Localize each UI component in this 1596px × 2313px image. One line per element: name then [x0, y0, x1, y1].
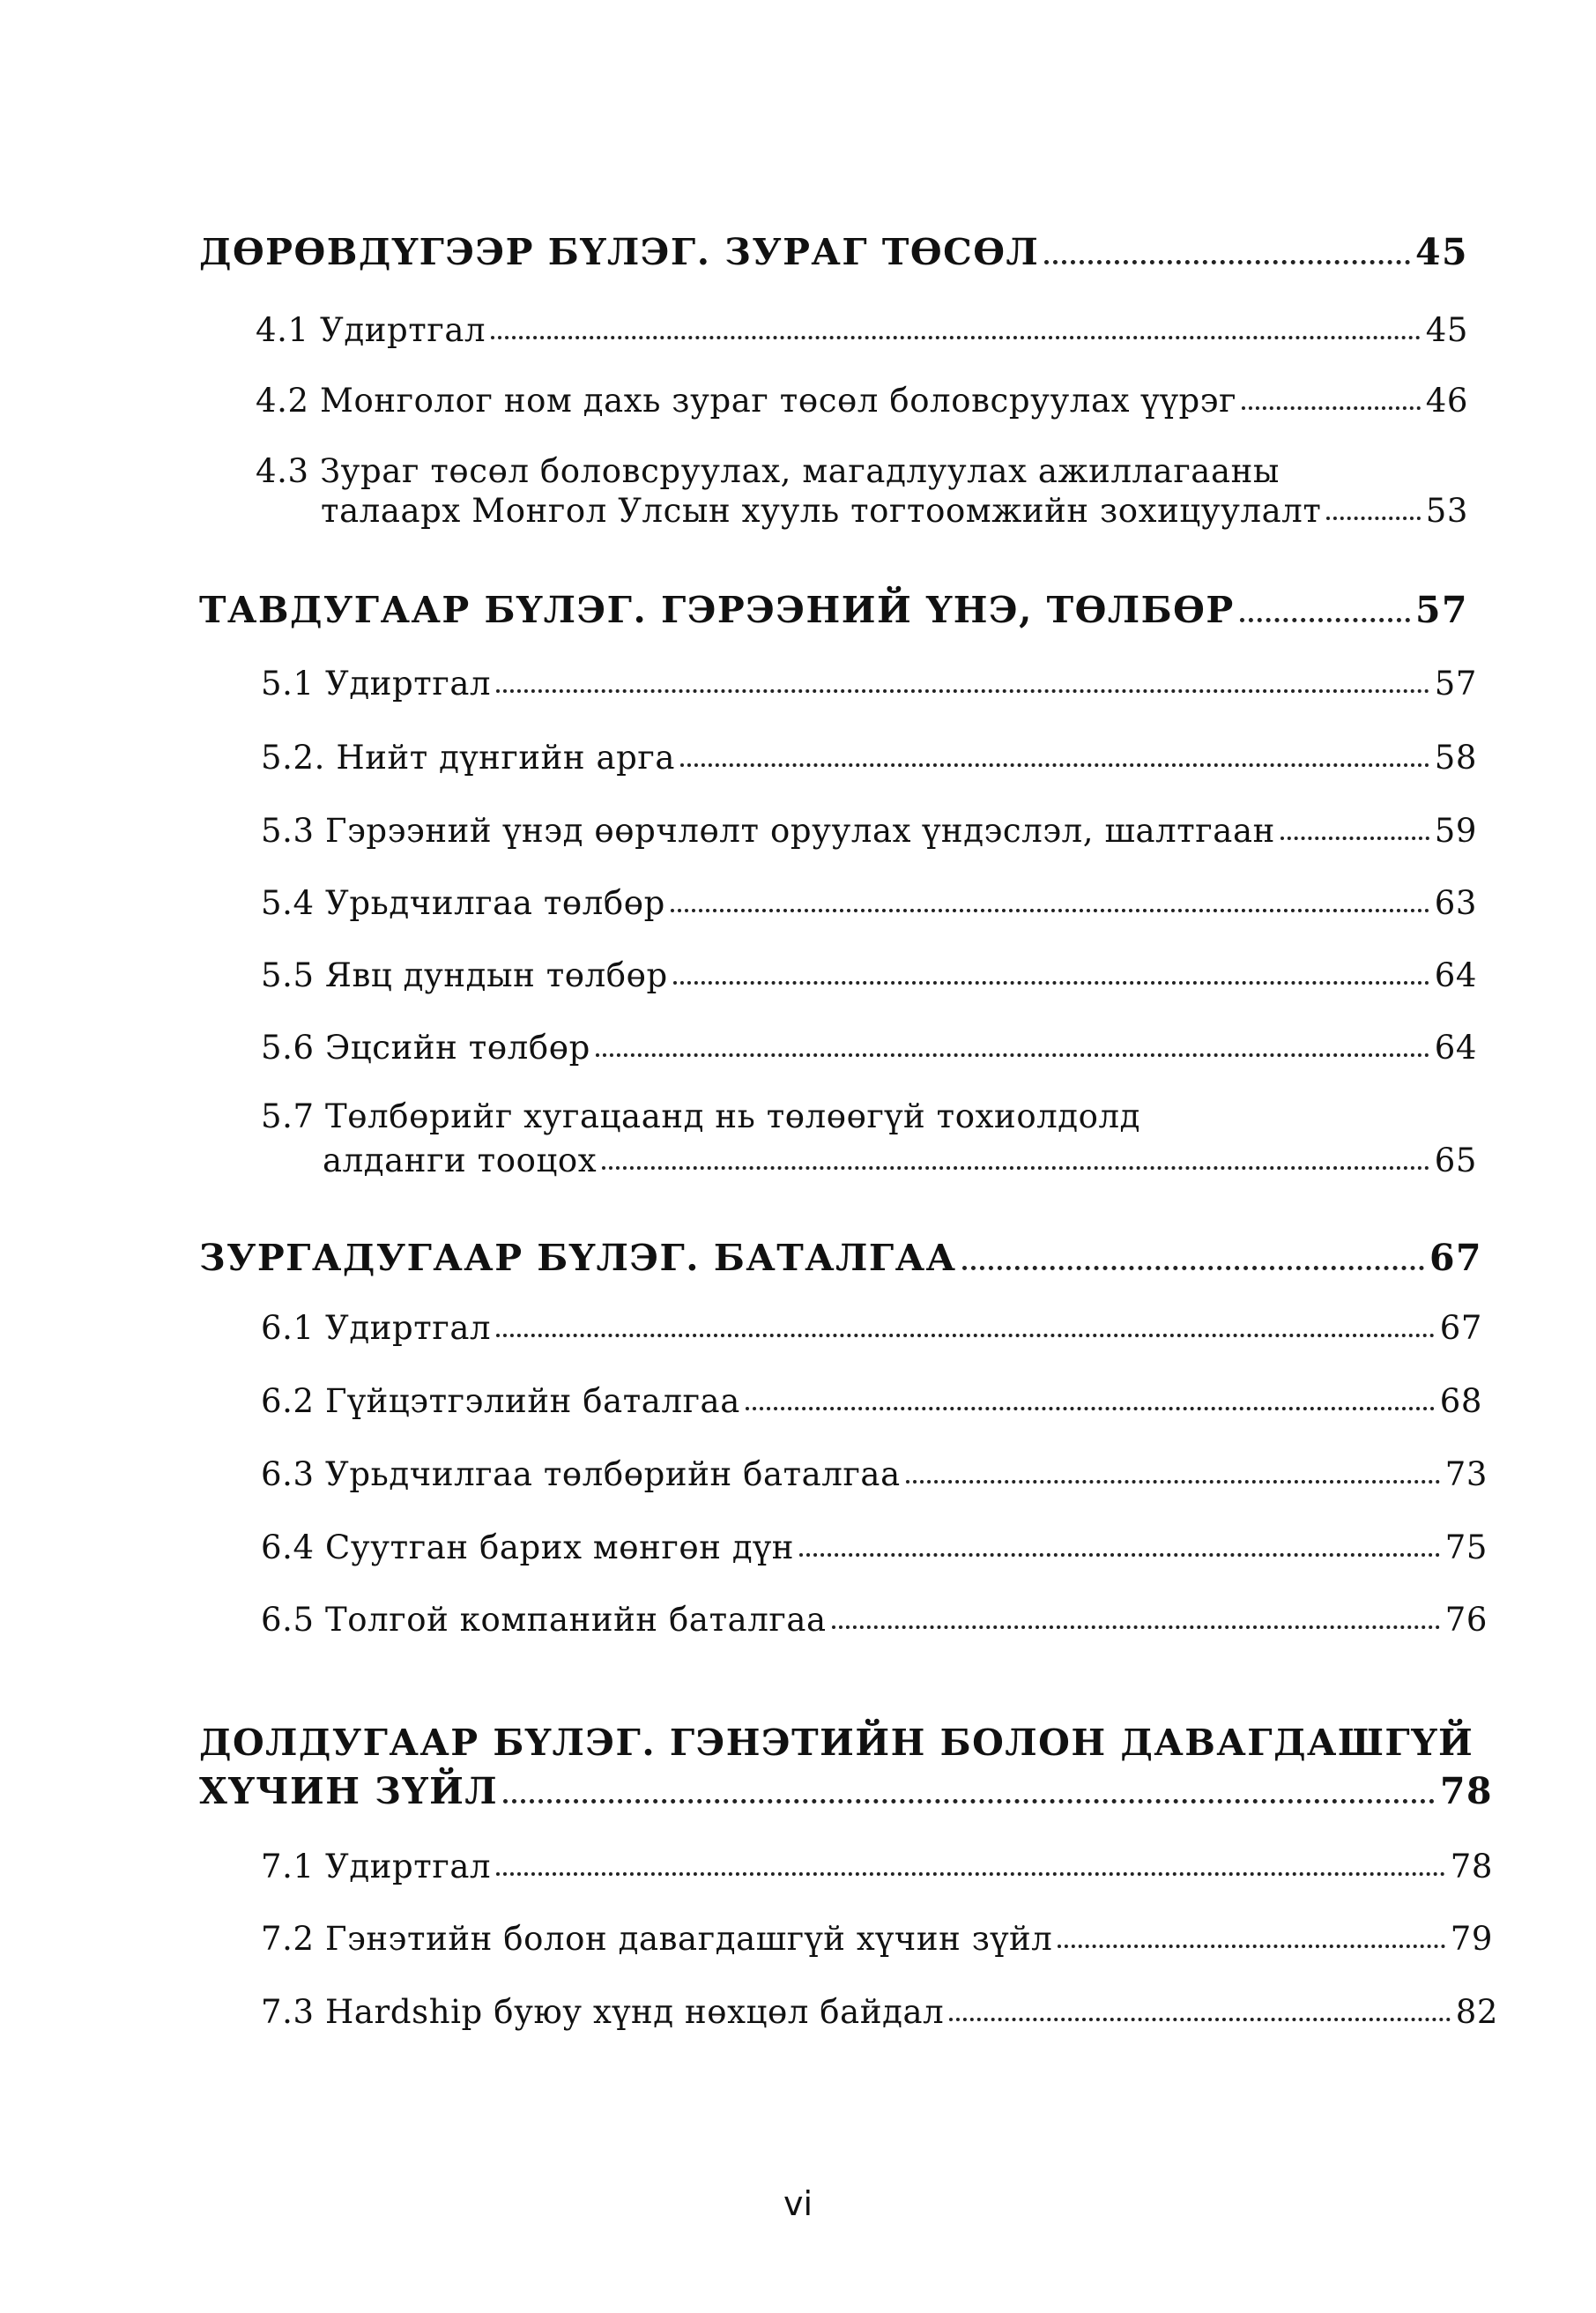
toc-section-6-2[interactable]: [261, 1382, 1482, 1420]
section-title: 6.1 Удиртгал: [261, 1309, 492, 1347]
dot-leader: [673, 981, 1429, 985]
page-ref: 45: [1425, 311, 1468, 349]
section-title: 6.3 Урьдчилгаа төлбөрийн баталгаа: [261, 1455, 901, 1493]
section-title-continued: алданги тооцох: [323, 1142, 598, 1179]
section-title: 7.1 Удиртгал: [261, 1848, 492, 1885]
dot-leader: [1242, 406, 1421, 410]
page-ref: 45: [1414, 231, 1468, 273]
toc-chapter-7[interactable]: [199, 1770, 1493, 1812]
page-ref: 57: [1434, 665, 1477, 703]
page-ref: 82: [1455, 1993, 1498, 2031]
dot-leader: [680, 763, 1429, 767]
toc-section-6-5[interactable]: [261, 1601, 1488, 1639]
toc-section-5-3[interactable]: [261, 812, 1477, 850]
page-ref: 53: [1425, 492, 1468, 530]
dot-leader: [671, 909, 1429, 912]
dot-leader: [596, 1053, 1429, 1057]
page-ref: 46: [1425, 382, 1468, 420]
page-ref: 64: [1434, 956, 1477, 994]
dot-leader: [602, 1166, 1429, 1170]
dot-leader: [503, 1799, 1435, 1804]
dot-leader: [496, 1872, 1445, 1876]
page-ref: 67: [1439, 1309, 1482, 1347]
toc-section-5-4[interactable]: [261, 884, 1477, 922]
dot-leader: [906, 1480, 1440, 1484]
toc-section-5-2[interactable]: [261, 739, 1477, 777]
toc-section-4-3[interactable]: [321, 492, 1468, 530]
toc-section-5-7[interactable]: [323, 1142, 1477, 1179]
section-title-continued: талаарх Монгол Улсын хууль тогтоомжийн зохицуулалт: [321, 492, 1322, 530]
section-title: 7.3 Hardship буюу хүнд нөхцөл байдал: [261, 1993, 945, 2031]
toc-section-4-1[interactable]: [256, 311, 1468, 349]
toc-section-6-3[interactable]: [261, 1455, 1488, 1493]
chapter-title: ТАВДУГААР БҮЛЭГ. ГЭРЭЭНИЙ ҮНЭ, ТӨЛБӨР: [199, 589, 1235, 631]
chapter-title-continued: ХҮЧИН ЗҮЙЛ: [199, 1770, 499, 1812]
section-title: 4.2 Монголог ном дахь зураг төсөл боловсруулах үүрэг: [256, 382, 1237, 420]
dot-leader: [491, 336, 1421, 339]
dot-leader: [949, 2018, 1450, 2021]
toc-section-7-3[interactable]: [261, 1993, 1498, 2031]
dot-leader: [962, 1266, 1424, 1270]
toc-section-5-5[interactable]: [261, 956, 1477, 994]
dot-leader: [746, 1407, 1435, 1410]
toc-chapter-6[interactable]: [199, 1237, 1482, 1279]
dot-leader: [1044, 260, 1410, 264]
section-title: 6.5 Толгой компанийн баталгаа: [261, 1601, 827, 1639]
page-ref: 67: [1429, 1237, 1482, 1279]
chapter-title: ЗУРГАДУГААР БҮЛЭГ. БАТАЛГАА: [199, 1237, 957, 1279]
toc-chapter-4[interactable]: [199, 231, 1468, 273]
dot-leader: [799, 1553, 1440, 1557]
page-ref: 78: [1439, 1770, 1493, 1812]
toc-section-6-4[interactable]: [261, 1528, 1488, 1566]
toc-chapter-7-line1[interactable]: ДОЛДУГААР БҮЛЭГ. ГЭНЭТИЙН БОЛОН ДАВАГДАШГҮЙ: [199, 1722, 1474, 1764]
dot-leader: [1281, 837, 1429, 840]
section-title: 5.6 Эцсийн төлбөр: [261, 1029, 590, 1067]
toc-section-7-2[interactable]: [261, 1920, 1493, 1958]
section-title: 5.2. Нийт дүнгийн арга: [261, 739, 676, 777]
toc-section-4-3-line1[interactable]: 4.3 Зураг төсөл боловсруулах, магадлуулах ажиллагааны: [256, 452, 1280, 490]
page-ref: 78: [1450, 1848, 1493, 1885]
page-ref: 57: [1414, 589, 1468, 631]
dot-leader: [496, 689, 1429, 693]
dot-leader: [832, 1625, 1440, 1629]
dot-leader: [1326, 517, 1420, 520]
page-number: vi: [783, 2184, 813, 2223]
toc-section-7-1[interactable]: [261, 1848, 1493, 1885]
page-ref: 76: [1444, 1601, 1488, 1639]
toc-section-5-7-line1[interactable]: 5.7 Төлбөрийг хугацаанд нь төлөөгүй тохиолдолд: [261, 1097, 1141, 1135]
page-ref: 58: [1434, 739, 1477, 777]
dot-leader: [1240, 618, 1410, 622]
page-ref: 64: [1434, 1029, 1477, 1067]
page-ref: 63: [1434, 884, 1477, 922]
section-title: 5.3 Гэрээний үнэд өөрчлөлт оруулах үндэслэл, шалтгаан: [261, 812, 1275, 850]
page-ref: 59: [1434, 812, 1477, 850]
toc-section-6-1[interactable]: [261, 1309, 1482, 1347]
page-ref: 75: [1444, 1528, 1488, 1566]
toc-section-5-6[interactable]: [261, 1029, 1477, 1067]
section-title: 4.1 Удиртгал: [256, 311, 486, 349]
section-title: 5.5 Явц дундын төлбөр: [261, 956, 668, 994]
dot-leader: [496, 1334, 1435, 1337]
section-title: 5.1 Удиртгал: [261, 665, 492, 703]
toc-chapter-5[interactable]: [199, 589, 1468, 631]
toc-section-4-2[interactable]: [256, 382, 1468, 420]
section-title: 6.2 Гүйцэтгэлийн баталгаа: [261, 1382, 740, 1420]
toc-section-5-1[interactable]: [261, 665, 1477, 703]
page-ref: 79: [1450, 1920, 1493, 1958]
page-ref: 73: [1444, 1455, 1488, 1493]
section-title: 5.4 Урьдчилгаа төлбөр: [261, 884, 665, 922]
section-title: 7.2 Гэнэтийн болон давагдашгүй хүчин зүйл: [261, 1920, 1053, 1958]
page-ref: 68: [1439, 1382, 1482, 1420]
section-title: 6.4 Суутган барих мөнгөн дүн: [261, 1528, 795, 1566]
page-ref: 65: [1434, 1142, 1477, 1179]
chapter-title: ДӨРӨВДҮГЭЭР БҮЛЭГ. ЗУРАГ ТӨСӨЛ: [199, 231, 1040, 273]
dot-leader: [1058, 1945, 1444, 1948]
